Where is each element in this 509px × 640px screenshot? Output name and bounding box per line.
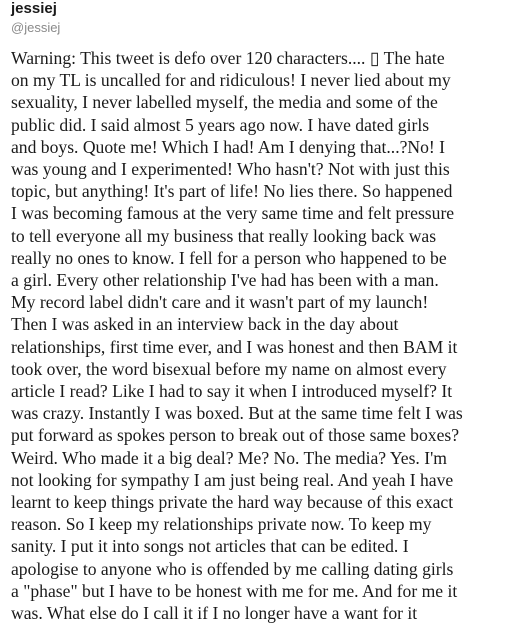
tweet-line: apologise to anyone who is offended by me calling dating girls xyxy=(11,558,454,579)
tweet-body xyxy=(11,47,505,624)
tweet-line: was crazy. Instantly I was boxed. But at the same time felt I was xyxy=(11,403,463,424)
tweet-line: and boys. Quote me! Which I had! Am I denying that...?No! I xyxy=(11,136,446,157)
tweet-line: public did. I said almost 5 years ago now. I have dated girls xyxy=(11,114,430,135)
tweet-line: took over, the word bisexual before my name on almost every xyxy=(11,358,447,379)
tweet-line: really no ones to know. I fell for a person who happened to be xyxy=(11,247,447,268)
tweet-line: to tell everyone all my business that really looking back was xyxy=(11,225,437,246)
tweet-line: Then I was asked in an interview back in the day about xyxy=(11,314,399,335)
author-handle[interactable]: @jessiej xyxy=(11,20,61,35)
tweet-line: was. What else do I call it if I no longer have a want for it xyxy=(11,603,418,624)
tweet-line: Weird. Who made it a big deal? Me? No. The media? Yes. I'm xyxy=(11,447,447,468)
tweet-line: sanity. I put it into songs not articles that can be edited. I xyxy=(11,536,409,557)
tweet-line: article I read? Like I had to say it when I introduced myself? It xyxy=(11,381,453,402)
tweet-line: relationships, first time ever, and I was honest and then BAM it xyxy=(11,336,458,357)
tweet-line: My record label didn't care and it wasn't part of my launch! xyxy=(11,292,429,313)
tweet-line: was young and I experimented! Who hasn't? Not with just this xyxy=(11,159,450,180)
tweet-line: on my TL is uncalled for and ridiculous! I never lied about my xyxy=(11,70,451,91)
tweet-line: put forward as spokes person to break out of those same boxes? xyxy=(11,425,460,446)
tweet-line: Warning: This tweet is defo over 120 characters.... ▯ The hate xyxy=(11,48,445,68)
tweet-line: learnt to keep things private the hard way because of this exact xyxy=(11,492,454,513)
author-display-name[interactable]: jessiej xyxy=(11,0,57,17)
tweet-line: a "phase" but I have to be honest with me for me. And for me it xyxy=(11,580,458,601)
tweet-line: reason. So I keep my relationships private now. To keep my xyxy=(11,514,432,535)
tweet-line: a girl. Every other relationship I've had has been with a man. xyxy=(11,270,439,291)
tweet-header xyxy=(11,0,501,42)
tweet-line: not looking for sympathy I am just being real. And yeah I have xyxy=(11,469,454,490)
tweet-line: sexuality, I never labelled myself, the media and some of the xyxy=(11,92,438,113)
tweet-line: I was becoming famous at the very same time and felt pressure xyxy=(11,203,455,224)
tweet-line: topic, but anything! It's part of life! No lies there. So happened xyxy=(11,181,453,202)
